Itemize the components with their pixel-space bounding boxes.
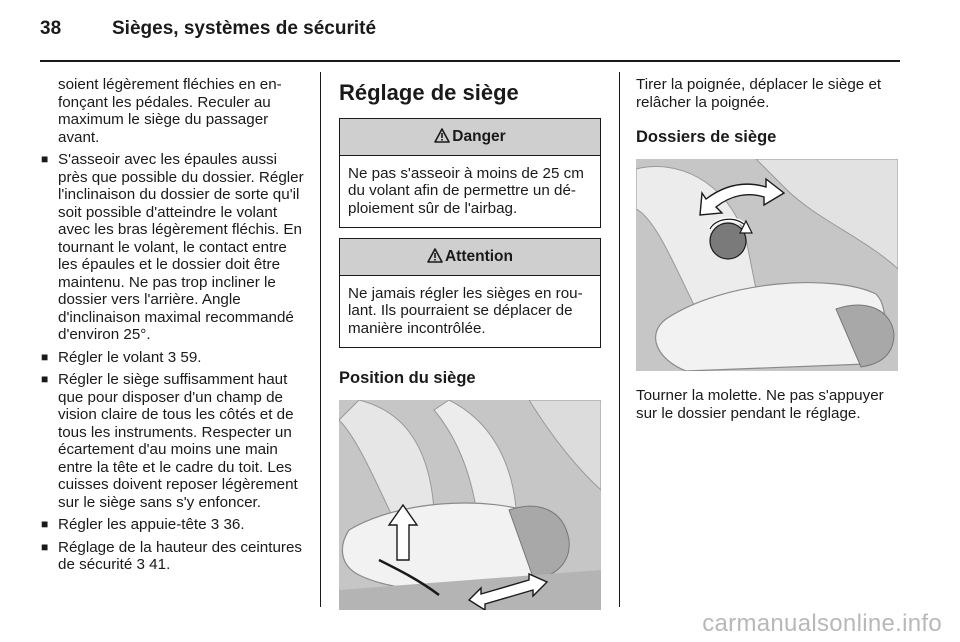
section-heading: Réglage de siège xyxy=(339,80,519,105)
watermark-text: carmanualsonline.info xyxy=(702,610,942,637)
column-divider-right xyxy=(619,72,620,607)
attention-box xyxy=(339,238,601,348)
seat-position-illustration xyxy=(339,400,601,610)
danger-header xyxy=(340,119,600,156)
seat-back-illustration xyxy=(636,159,898,371)
subheading-seat-backs: Dossiers de siège xyxy=(636,128,777,146)
page-number: 38 xyxy=(40,18,62,39)
bullet-marker: ■ xyxy=(41,349,49,364)
danger-box xyxy=(339,118,601,228)
bullet-marker: ■ xyxy=(41,539,49,554)
subheading-seat-position: Position du siège xyxy=(339,369,476,387)
page-header xyxy=(40,18,920,48)
page-title: Sièges, systèmes de sécurité xyxy=(112,18,377,39)
seat-position-drawing xyxy=(339,400,601,610)
column-divider-left xyxy=(320,72,321,607)
attention-title: Attention xyxy=(444,248,513,265)
bullet-marker: ■ xyxy=(41,517,49,531)
column-3 xyxy=(636,76,904,422)
attention-header xyxy=(340,239,600,276)
warning-triangle-icon xyxy=(434,128,450,143)
list-item: ■ Régler les appuie-tête 3 36. xyxy=(41,516,245,533)
caption-paragraph: Tourner la molette. Ne pas s'appuyer sur le dossier pendant le réglage. xyxy=(636,387,884,422)
intro-paragraph: Tirer la poignée, déplacer le siège et relâcher la poignée. xyxy=(636,76,882,111)
list-item: ■ Réglage de la hauteur des ceintures de sécurité 3 41. xyxy=(41,538,303,573)
column-1 xyxy=(40,76,306,574)
header-rule xyxy=(40,60,900,62)
bullet-marker: ■ xyxy=(41,372,49,386)
danger-text: Ne pas s'asseoir à moins de 25 cm du volant afin de permettre un déploiement sûr de l'airbag. xyxy=(348,164,584,217)
bullet-list xyxy=(40,151,306,574)
bullet-marker: ■ xyxy=(41,152,49,166)
list-item: ■ Régler le volant 3 59. xyxy=(41,348,202,366)
column-2 xyxy=(339,76,601,610)
warning-triangle-icon xyxy=(427,248,443,263)
list-item: ■ Régler le siège suffisamment haut que pour disposer d'un champ de vision claire de tous les côtés et de tous les instruments. Respecter un écartement d'au moins une main entre la tête et le cadre du toit. Les cuisses doivent reposer légèrement sur le siège sans s'y enfoncer. xyxy=(41,371,298,511)
danger-title: Danger xyxy=(452,128,506,145)
attention-text: Ne jamais régler les sièges en roulant. Ils pourraient se déplacer de manière incontrôlée. xyxy=(348,284,583,337)
seat-back-drawing xyxy=(636,159,898,371)
list-item: ■ S'asseoir avec les épaules aussi près que possible du dossier. Régler l'inclinaison du dossier de sorte qu'il soit possible d'atteindre le volant avec les bras légèrement fléchis. En tournant le volant, le contact entre les épaules et le dossier doit être maintenu. Ne pas trop incliner le dossier vers l'arrière. Angle d'inclinaison maximal recommandé d'environ 25°. xyxy=(41,151,304,343)
continued-paragraph: soient légèrement fléchies en enfonçant les pédales. Reculer au maximum le siège du passager avant. xyxy=(58,76,282,146)
